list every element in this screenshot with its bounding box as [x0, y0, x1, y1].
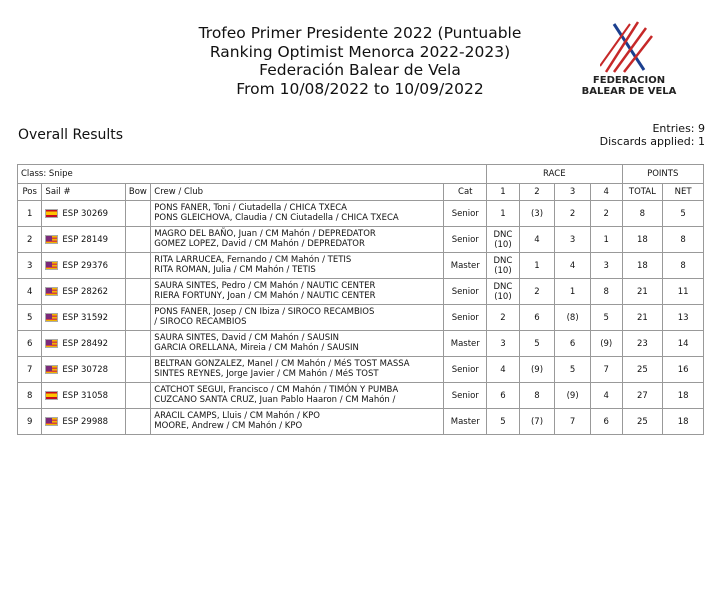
race-3-score: 2 [555, 201, 591, 227]
position: 2 [18, 227, 42, 253]
race-1-cell [487, 201, 520, 227]
total-points: 23 [622, 331, 663, 357]
net-points: 8 [663, 227, 704, 253]
net-points: 11 [663, 279, 704, 305]
spain-flag-icon [45, 391, 58, 400]
points-group-header: POINTS [622, 165, 703, 184]
bow-number [125, 409, 150, 435]
table-row [18, 201, 704, 227]
entries-info [600, 122, 705, 148]
balearic-flag-icon [45, 365, 58, 374]
position: 3 [18, 253, 42, 279]
crew-club-cell [151, 279, 444, 305]
category: Senior [444, 357, 487, 383]
net-points: 13 [663, 305, 704, 331]
race-1-cell [487, 227, 520, 253]
logo-text-line-2: BALEAR DE VELA [581, 86, 677, 97]
col-bow: Bow [125, 184, 150, 201]
position: 7 [18, 357, 42, 383]
race-1-code: DNC [493, 281, 513, 292]
total-points: 25 [622, 357, 663, 383]
race-2-score: 1 [519, 253, 555, 279]
sail-icon [600, 20, 658, 74]
crew-member: GOMEZ LOPEZ, David / CM Mahón / DEPREDATOR [154, 238, 365, 249]
race-1-cell [487, 279, 520, 305]
race-4-score: 2 [590, 201, 622, 227]
col-sail: Sail # [42, 184, 125, 201]
race-1-score: 2 [500, 312, 506, 323]
crew-club-cell [151, 201, 444, 227]
bow-number [125, 331, 150, 357]
race-4-score: 3 [590, 253, 622, 279]
sail-number: ESP 31058 [62, 390, 109, 401]
net-points: 5 [663, 201, 704, 227]
col-cat: Cat [444, 184, 487, 201]
crew-helm: ARACIL CAMPS, Lluis / CM Mahón / KPO [154, 411, 320, 421]
race-1-score: 1 [500, 208, 506, 219]
balearic-flag-icon [45, 313, 58, 322]
crew-club-cell [151, 331, 444, 357]
spain-flag-icon [45, 209, 58, 218]
category: Senior [444, 227, 487, 253]
total-points: 25 [622, 409, 663, 435]
column-header-row [18, 184, 704, 201]
race-4-score: 8 [590, 279, 622, 305]
bow-number [125, 201, 150, 227]
balearic-flag-icon [45, 235, 58, 244]
position: 4 [18, 279, 42, 305]
crew-helm: PONS FANER, Toni / Ciutadella / CHICA TXECA [154, 203, 347, 213]
crew-member: RIERA FORTUNY, Joan / CM Mahón / NAUTIC CENTER [154, 290, 376, 301]
sail-number: ESP 29988 [62, 416, 109, 427]
category: Senior [444, 279, 487, 305]
balearic-flag-icon [45, 339, 58, 348]
crew-member: CUZCANO SANTA CRUZ, Juan Pablo Haaron / CM Mahón / [154, 394, 396, 405]
position: 6 [18, 331, 42, 357]
category: Master [444, 331, 487, 357]
crew-member: SINTES REYNES, Jorge Javier / CM Mahón / MéS TOST [154, 368, 379, 379]
federation-logo [574, 20, 684, 102]
class-label: Class: Snipe [18, 165, 487, 184]
sail-number-cell [42, 227, 125, 253]
crew-helm: SAURA SINTES, David / CM Mahón / SAUSIN [154, 333, 340, 343]
net-points: 14 [663, 331, 704, 357]
bow-number [125, 305, 150, 331]
crew-helm: RITA LARRUCEA, Fernando / CM Mahón / TETIS [154, 255, 352, 265]
sail-number: ESP 28149 [62, 234, 109, 245]
crew-club-cell [151, 409, 444, 435]
crew-member: PONS GLEICHOVA, Claudia / CN Ciutadella / CHICA TXECA [154, 212, 399, 223]
col-race-2: 2 [519, 184, 555, 201]
balearic-flag-icon [45, 417, 58, 426]
col-total: TOTAL [622, 184, 663, 201]
crew-helm: PONS FANER, Josep / CN Ibiza / SIROCO RECAMBIOS [154, 307, 375, 317]
category: Master [444, 253, 487, 279]
race-2-score: 2 [519, 279, 555, 305]
race-1-cell [487, 305, 520, 331]
sail-number: ESP 28262 [62, 286, 109, 297]
race-3-score: 6 [555, 331, 591, 357]
race-2-score: 8 [519, 383, 555, 409]
race-1-cell [487, 253, 520, 279]
race-4-score: 7 [590, 357, 622, 383]
race-1-score: 6 [500, 390, 506, 401]
race-4-score: 4 [590, 383, 622, 409]
crew-club-cell [151, 227, 444, 253]
total-points: 18 [622, 253, 663, 279]
sail-number: ESP 30728 [62, 364, 109, 375]
position: 1 [18, 201, 42, 227]
race-3-score: 1 [555, 279, 591, 305]
position: 9 [18, 409, 42, 435]
bow-number [125, 227, 150, 253]
table-row [18, 383, 704, 409]
race-4-score: (9) [590, 331, 622, 357]
race-3-score: 3 [555, 227, 591, 253]
race-2-score: 6 [519, 305, 555, 331]
event-title [150, 24, 570, 98]
race-1-code: DNC [493, 255, 513, 266]
net-points: 8 [663, 253, 704, 279]
bow-number [125, 253, 150, 279]
race-group-header: RACE [487, 165, 622, 184]
sail-number-cell [42, 201, 125, 227]
bow-number [125, 279, 150, 305]
crew-helm: CATCHOT SEGUI, Francisco / CM Mahón / TIMÓN Y PUMBA [154, 385, 399, 395]
entries-count: Entries: 9 [652, 122, 705, 135]
race-2-score: (3) [519, 201, 555, 227]
race-1-cell [487, 383, 520, 409]
race-2-score: (9) [519, 357, 555, 383]
crew-club-cell [151, 357, 444, 383]
race-2-score: 5 [519, 331, 555, 357]
title-line-2: Ranking Optimist Menorca 2022-2023) [209, 42, 511, 61]
table-row [18, 357, 704, 383]
race-4-score: 5 [590, 305, 622, 331]
title-line-1: Trofeo Primer Presidente 2022 (Puntuable [198, 24, 522, 42]
col-net: NET [663, 184, 704, 201]
balearic-flag-icon [45, 287, 58, 296]
crew-member: MOORE, Andrew / CM Mahón / KPO [154, 420, 303, 431]
crew-helm: MAGRO DEL BAÑO, Juan / CM Mahón / DEPREDATOR [154, 229, 376, 239]
crew-club-cell [151, 305, 444, 331]
crew-member: RITA ROMAN, Julia / CM Mahón / TETIS [154, 264, 316, 275]
race-1-points: (10) [494, 265, 512, 276]
logo-text-line-1: FEDERACION [592, 75, 666, 86]
table-row [18, 253, 704, 279]
category: Master [444, 409, 487, 435]
results-table [17, 164, 704, 435]
balearic-flag-icon [45, 261, 58, 270]
total-points: 21 [622, 279, 663, 305]
race-1-code: DNC [493, 229, 513, 240]
sail-number-cell [42, 383, 125, 409]
crew-club-cell [151, 253, 444, 279]
table-row [18, 409, 704, 435]
race-3-score: 7 [555, 409, 591, 435]
table-row [18, 279, 704, 305]
sail-number: ESP 31592 [62, 312, 109, 323]
sail-number-cell [42, 253, 125, 279]
crew-helm: BELTRAN GONZALEZ, Manel / CM Mahón / MéS TOST MASSA [154, 359, 410, 369]
race-1-points: (10) [494, 239, 512, 250]
crew-member: GARCIA ORELLANA, Mireia / CM Mahón / SAUSIN [154, 342, 359, 353]
table-row [18, 305, 704, 331]
table-row [18, 227, 704, 253]
sail-number-cell [42, 331, 125, 357]
crew-helm: SAURA SINTES, Pedro / CM Mahón / NAUTIC CENTER [154, 281, 376, 291]
table-top-header [18, 165, 704, 184]
race-3-score: 4 [555, 253, 591, 279]
title-line-3: Federación Balear de Vela [259, 61, 461, 79]
category: Senior [444, 305, 487, 331]
category: Senior [444, 383, 487, 409]
total-points: 21 [622, 305, 663, 331]
total-points: 8 [622, 201, 663, 227]
race-1-cell [487, 409, 520, 435]
col-race-3: 3 [555, 184, 591, 201]
race-4-score: 6 [590, 409, 622, 435]
col-pos: Pos [18, 184, 42, 201]
sail-number: ESP 30269 [62, 208, 109, 219]
total-points: 18 [622, 227, 663, 253]
sail-number-cell [42, 357, 125, 383]
race-3-score: (9) [555, 383, 591, 409]
race-2-score: 4 [519, 227, 555, 253]
sail-number: ESP 28492 [62, 338, 109, 349]
race-1-points: (10) [494, 291, 512, 302]
race-1-cell [487, 357, 520, 383]
position: 5 [18, 305, 42, 331]
discards-applied: Discards applied: 1 [599, 135, 705, 148]
table-row [18, 331, 704, 357]
sail-number: ESP 29376 [62, 260, 109, 271]
net-points: 18 [663, 383, 704, 409]
race-3-score: 5 [555, 357, 591, 383]
net-points: 18 [663, 409, 704, 435]
race-1-score: 3 [500, 338, 506, 349]
position: 8 [18, 383, 42, 409]
net-points: 16 [663, 357, 704, 383]
bow-number [125, 357, 150, 383]
race-1-score: 5 [500, 416, 506, 427]
col-race-1: 1 [487, 184, 520, 201]
title-line-4: From 10/08/2022 to 10/09/2022 [236, 79, 484, 98]
total-points: 27 [622, 383, 663, 409]
sail-number-cell [42, 305, 125, 331]
race-3-score: (8) [555, 305, 591, 331]
bow-number [125, 383, 150, 409]
race-4-score: 1 [590, 227, 622, 253]
overall-results-heading: Overall Results [18, 127, 124, 143]
race-1-cell [487, 331, 520, 357]
col-race-4: 4 [590, 184, 622, 201]
race-2-score: (7) [519, 409, 555, 435]
crew-member: / SIROCO RECAMBIOS [154, 316, 247, 327]
sail-number-cell [42, 279, 125, 305]
sail-number-cell [42, 409, 125, 435]
col-crew: Crew / Club [151, 184, 444, 201]
race-1-score: 4 [500, 364, 506, 375]
category: Senior [444, 201, 487, 227]
crew-club-cell [151, 383, 444, 409]
